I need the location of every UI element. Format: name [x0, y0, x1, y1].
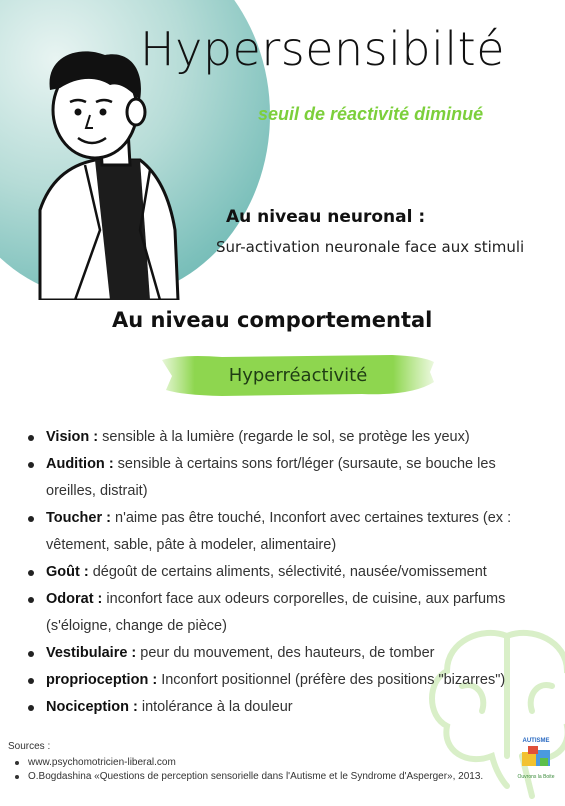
list-item	[26, 505, 546, 559]
logo-box-icon	[516, 744, 556, 770]
logo-top-text: AUTISME	[522, 738, 550, 744]
source-link[interactable]: www.psychomotricien-liberal.com	[8, 756, 483, 770]
item-term: Toucher :	[46, 510, 111, 526]
item-term: Odorat :	[46, 591, 103, 607]
item-term: proprioception :	[46, 672, 158, 688]
item-text: Inconfort positionnel (préfère des positions "bizarres")	[157, 672, 506, 688]
item-term: Vision :	[46, 429, 99, 445]
sources-label: Sources :	[8, 741, 51, 752]
item-text: peur du mouvement, des hauteurs, de tomber	[136, 645, 435, 661]
behavioral-heading: Au niveau comportemental	[112, 308, 433, 332]
item-text: sensible à certains sons fort/léger (sursaute, se bouche les oreilles, distrait)	[46, 456, 496, 499]
item-text: sensible à la lumière (regarde le sol, se protège les yeux)	[98, 429, 470, 445]
item-term: Goût :	[46, 564, 89, 580]
list-item	[26, 451, 546, 505]
list-item	[26, 586, 546, 640]
page-title: Hypersensibilté	[140, 22, 505, 76]
list-item	[26, 424, 546, 451]
item-term: Nociception :	[46, 699, 138, 715]
item-term: Audition :	[46, 456, 114, 472]
hyperreactivity-badge: Hyperréactivité	[228, 364, 368, 386]
item-text: intolérance à la douleur	[137, 699, 293, 715]
source-item: O.Bogdashina «Questions de perception sensorielle dans l'Autisme et le Syndrome d'Asperger», 2013.	[8, 770, 483, 784]
list-item	[26, 640, 546, 667]
neuronal-text: Sur-activation neuronale face aux stimuli	[216, 238, 525, 256]
list-item	[26, 694, 546, 721]
item-text: dégoût de certains aliments, sélectivité, nausée/vomissement	[88, 564, 487, 580]
autisme-logo	[513, 738, 559, 788]
logo-bottom-text: Ouvrons la Boite	[517, 774, 555, 780]
item-text: n'aime pas être touché, Inconfort avec certaines textures (ex : vêtement, sable, pâte à modeler, alimentaire)	[46, 510, 512, 553]
item-term: Vestibulaire :	[46, 645, 137, 661]
sources-block	[8, 740, 483, 784]
item-text: inconfort face aux odeurs corporelles, de cuisine, aux parfums (s'éloigne, change de pièce)	[46, 591, 506, 634]
list-item	[26, 667, 546, 694]
sensory-list	[26, 424, 546, 721]
page-subtitle: seuil de réactivité diminué	[258, 104, 484, 124]
neuronal-heading: Au niveau neuronal :	[226, 207, 426, 227]
list-item	[26, 559, 546, 586]
